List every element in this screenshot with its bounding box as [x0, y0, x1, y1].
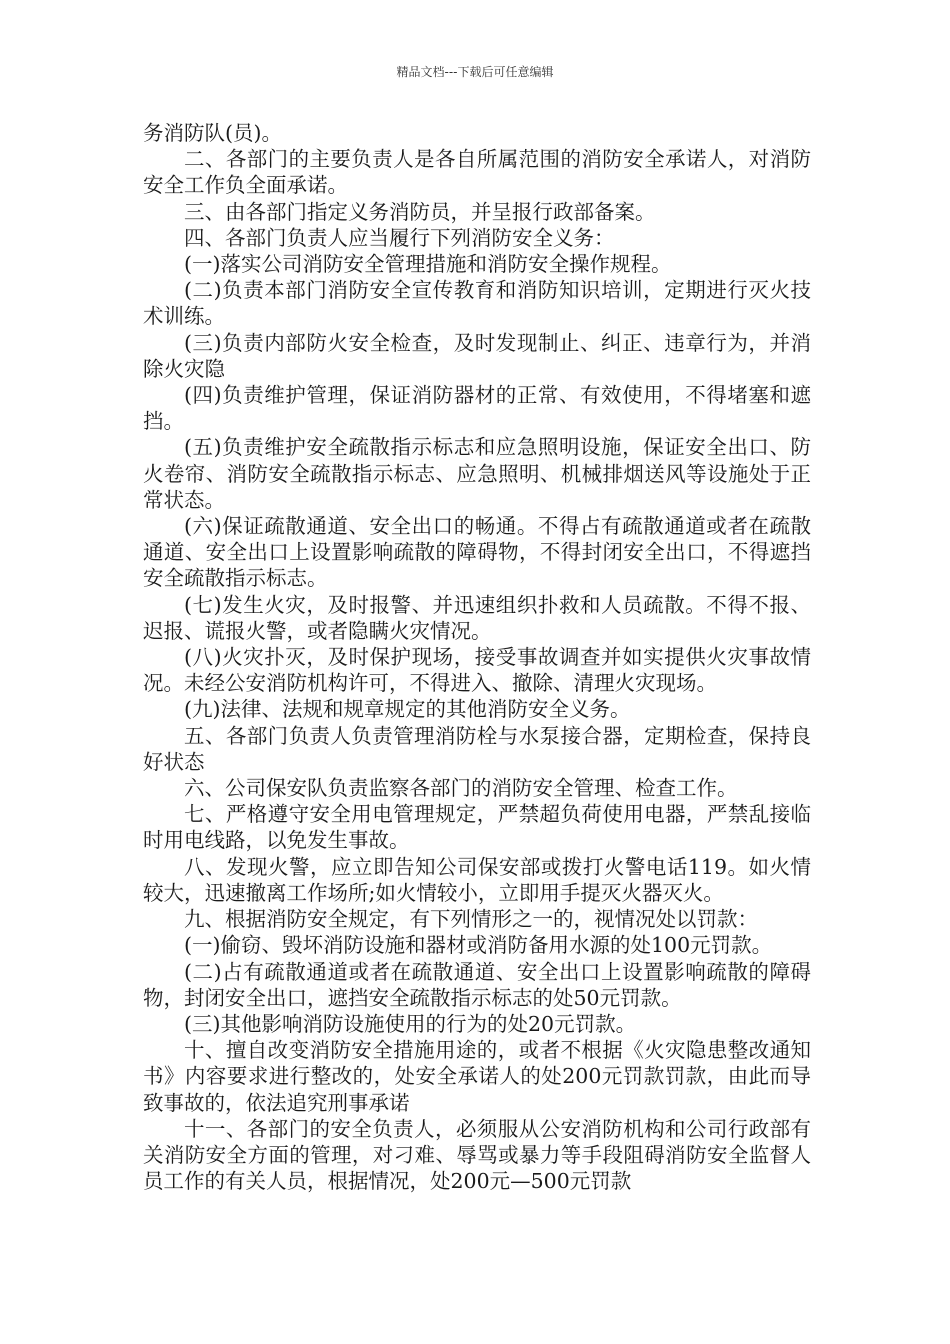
- paragraph: (一)偷窃、毁坏消防设施和器材或消防备用水源的处100元罚款。: [184, 933, 773, 958]
- paragraph: (八)火灾扑灭，及时保护现场，接受事故调查并如实提供火灾事故情况。未经公安消防机构许可，不得进入、撤除、清理火灾现场。: [143, 645, 811, 696]
- paragraph: (二)占有疏散通道或者在疏散通道、安全出口上设置影响疏散的障碍物，封闭安全出口，遮挡安全疏散指示标志的处50元罚款。: [143, 959, 811, 1010]
- paragraph: (九)法律、法规和规章规定的其他消防安全义务。: [184, 697, 631, 722]
- document-body: [143, 120, 811, 1194]
- page-header: 精品文档---下载后可任意编辑: [396, 65, 554, 79]
- paragraph: 十一、各部门的安全负责人，必须服从公安消防机构和公司行政部有关消防安全方面的管理，对刁难、辱骂或暴力等手段阻碍消防安全监督人员工作的有关人员，根据情况，处200元—500元罚款: [143, 1116, 811, 1194]
- paragraph: 务消防队(员)。: [143, 121, 282, 145]
- paragraph: (四)负责维护管理，保证消防器材的正常、有效使用，不得堵塞和遮挡。: [143, 383, 811, 434]
- paragraph: (一)落实公司消防安全管理措施和消防安全操作规程。: [184, 252, 672, 277]
- paragraph: (三)负责内部防火安全检查，及时发现制止、纠正、违章行为，并消除火灾隐: [143, 330, 811, 381]
- paragraph: 六、公司保安队负责监察各部门的消防安全管理、检查工作。: [184, 776, 738, 801]
- paragraph: 二、各部门的主要负责人是各自所属范围的消防安全承诺人，对消防安全工作负全面承诺。: [143, 147, 811, 198]
- paragraph: (二)负责本部门消防安全宣传教育和消防知识培训，定期进行灭火技术训练。: [143, 278, 811, 329]
- paragraph: 七、严格遵守安全用电管理规定，严禁超负荷使用电器，严禁乱接临时用电线路，以免发生事故。: [143, 802, 811, 853]
- paragraph: (六)保证疏散通道、安全出口的畅通。不得占有疏散通道或者在疏散通道、安全出口上设置影响疏散的障碍物，不得封闭安全出口，不得遮挡安全疏散指示标志。: [143, 514, 811, 591]
- paragraph: 三、由各部门指定义务消防员，并呈报行政部备案。: [184, 199, 656, 224]
- paragraph: (五)负责维护安全疏散指示标志和应急照明设施，保证安全出口、防火卷帘、消防安全疏散指示标志、应急照明、机械排烟送风等设施处于正常状态。: [143, 435, 811, 512]
- paragraph: (三)其他影响消防设施使用的行为的处20元罚款。: [184, 1011, 637, 1036]
- paragraph: 四、各部门负责人应当履行下列消防安全义务：: [184, 225, 615, 250]
- paragraph: 九、根据消防安全规定，有下列情形之一的，视情况处以罚款：: [184, 907, 758, 932]
- paragraph: 五、各部门负责人负责管理消防栓与水泵接合器，定期检查，保持良好状态: [143, 723, 811, 774]
- paragraph: (七)发生火灾，及时报警、并迅速组织扑救和人员疏散。不得不报、迟报、谎报火警，或者隐瞒火灾情况。: [143, 592, 811, 643]
- paragraph: 十、擅自改变消防安全措施用途的，或者不根据《火灾隐患整改通知书》内容要求进行整改的，处安全承诺人的处200元罚款罚款，由此而导致事故的，依法追究刑事承诺: [143, 1038, 811, 1115]
- paragraph: 八、发现火警，应立即告知公司保安部或拨打火警电话119。如火情较大，迅速撤离工作场所;如火情较小，立即用手提灭火器灭火。: [143, 854, 811, 905]
